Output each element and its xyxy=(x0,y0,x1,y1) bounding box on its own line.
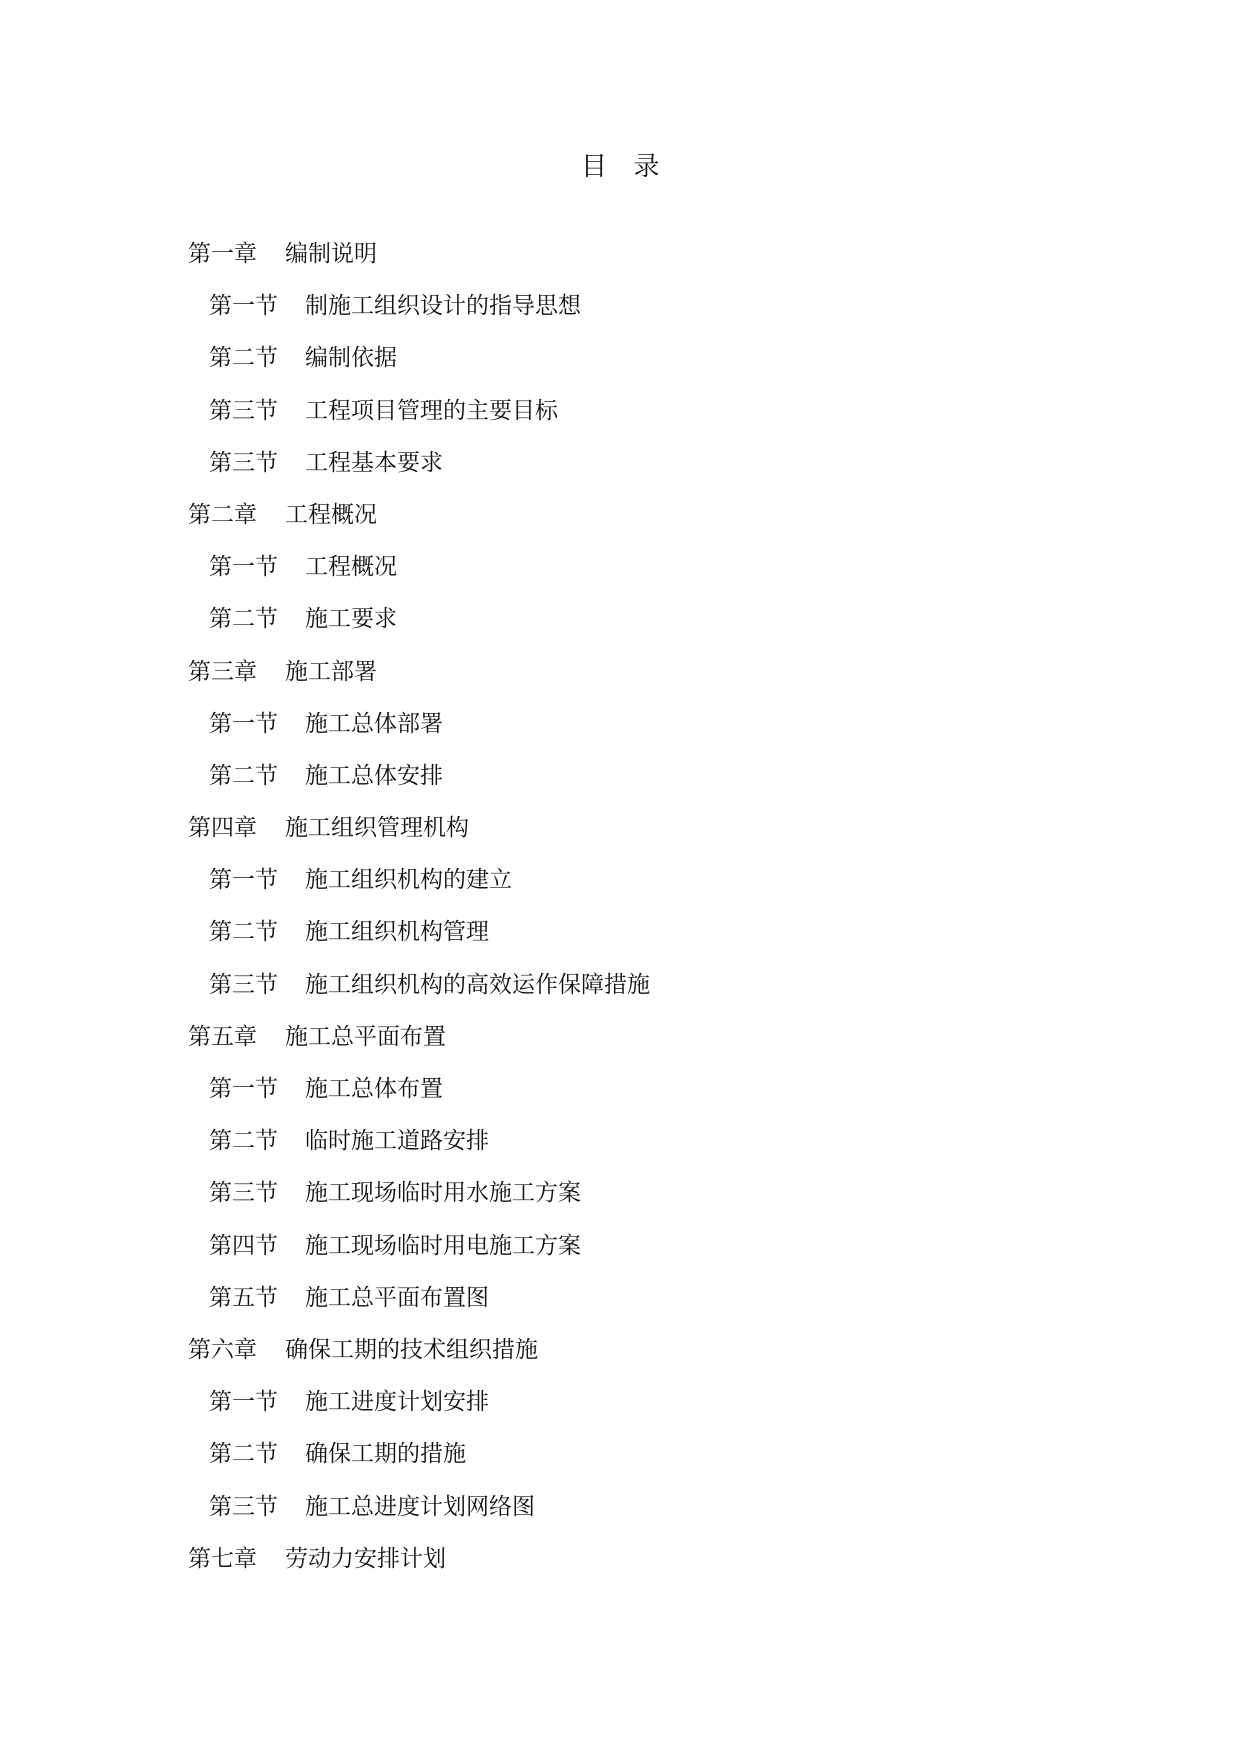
toc-section-entry[interactable] xyxy=(188,1063,650,1115)
toc-section-entry[interactable] xyxy=(188,750,650,802)
section-number: 第三节 xyxy=(209,1180,278,1207)
section-number: 第一节 xyxy=(209,293,278,320)
toc-section-entry[interactable] xyxy=(188,906,650,958)
toc-title xyxy=(0,146,1241,183)
section-title: 施工总体布置 xyxy=(305,1076,443,1102)
chapter-number: 第二章 xyxy=(188,501,257,528)
toc-section-entry[interactable] xyxy=(188,1428,650,1480)
toc-chapter-entry[interactable] xyxy=(188,802,650,854)
toc-section-entry[interactable] xyxy=(188,854,650,906)
section-number: 第二节 xyxy=(209,1128,278,1155)
toc-title-part-2: 录 xyxy=(633,152,661,182)
chapter-number: 第四章 xyxy=(188,815,257,842)
chapter-title: 施工部署 xyxy=(285,658,377,685)
section-title: 工程概况 xyxy=(305,554,397,581)
chapter-title: 确保工期的技术组织措施 xyxy=(285,1336,538,1363)
chapter-title: 编制说明 xyxy=(285,241,377,267)
toc-section-entry[interactable] xyxy=(188,1481,650,1533)
section-title: 制施工组织设计的指导思想 xyxy=(305,293,581,320)
section-number: 第二节 xyxy=(209,762,278,789)
section-title: 工程项目管理的主要目标 xyxy=(305,397,558,424)
section-title: 施工总平面布置图 xyxy=(305,1284,489,1311)
chapter-title: 劳动力安排计划 xyxy=(285,1545,446,1572)
chapter-number: 第七章 xyxy=(188,1545,257,1572)
section-title: 施工总进度计划网络图 xyxy=(305,1493,535,1520)
toc-chapter-entry[interactable] xyxy=(188,1324,650,1376)
chapter-title: 施工组织管理机构 xyxy=(285,815,469,842)
section-number: 第四节 xyxy=(209,1232,278,1259)
section-number: 第一节 xyxy=(209,1076,278,1102)
chapter-number: 第五章 xyxy=(188,1023,257,1050)
section-number: 第二节 xyxy=(209,345,278,372)
toc-section-entry[interactable] xyxy=(188,437,650,489)
section-title: 临时施工道路安排 xyxy=(305,1128,489,1155)
section-number: 第二节 xyxy=(209,919,278,946)
section-title: 施工总体安排 xyxy=(305,762,443,789)
toc-section-entry[interactable] xyxy=(188,959,650,1011)
toc-section-entry[interactable] xyxy=(188,1220,650,1272)
toc-section-entry[interactable] xyxy=(188,280,650,332)
section-number: 第三节 xyxy=(209,449,278,476)
toc-section-entry[interactable] xyxy=(188,385,650,437)
section-number: 第一节 xyxy=(209,867,278,894)
toc-section-entry[interactable] xyxy=(188,541,650,593)
section-number: 第三节 xyxy=(209,971,278,998)
chapter-title: 工程概况 xyxy=(285,501,377,528)
section-number: 第一节 xyxy=(209,710,278,737)
toc-section-entry[interactable] xyxy=(188,1376,650,1428)
toc-section-entry[interactable] xyxy=(188,698,650,750)
section-title: 确保工期的措施 xyxy=(305,1441,466,1468)
toc-chapter-entry[interactable] xyxy=(188,489,650,541)
section-title: 施工现场临时用水施工方案 xyxy=(305,1180,581,1207)
section-title: 施工组织机构的建立 xyxy=(305,867,512,894)
section-number: 第一节 xyxy=(209,554,278,581)
chapter-number: 第一章 xyxy=(188,241,257,267)
section-number: 第一节 xyxy=(209,1389,278,1416)
section-title: 编制依据 xyxy=(305,345,397,372)
chapter-number: 第六章 xyxy=(188,1336,257,1363)
section-title: 施工组织机构管理 xyxy=(305,919,489,946)
section-number: 第二节 xyxy=(209,606,278,633)
section-number: 第五节 xyxy=(209,1284,278,1311)
toc-section-entry[interactable] xyxy=(188,1115,650,1167)
toc-section-entry[interactable] xyxy=(188,593,650,645)
section-title: 施工进度计划安排 xyxy=(305,1389,489,1416)
toc-section-entry[interactable] xyxy=(188,332,650,384)
section-title: 施工现场临时用电施工方案 xyxy=(305,1232,581,1259)
table-of-contents xyxy=(188,228,650,1585)
toc-section-entry[interactable] xyxy=(188,1167,650,1219)
toc-chapter-entry[interactable] xyxy=(188,1533,650,1585)
toc-chapter-entry[interactable] xyxy=(188,1011,650,1063)
chapter-title: 施工总平面布置 xyxy=(285,1023,446,1050)
section-title: 施工要求 xyxy=(305,606,397,633)
section-number: 第二节 xyxy=(209,1441,278,1468)
toc-chapter-entry[interactable] xyxy=(188,646,650,698)
chapter-number: 第三章 xyxy=(188,658,257,685)
section-title: 施工组织机构的高效运作保障措施 xyxy=(305,971,650,998)
section-number: 第三节 xyxy=(209,1493,278,1520)
toc-chapter-entry[interactable] xyxy=(188,228,650,280)
toc-section-entry[interactable] xyxy=(188,1272,650,1324)
toc-title-part-1: 目 xyxy=(580,152,608,182)
section-number: 第三节 xyxy=(209,397,278,424)
section-title: 施工总体部署 xyxy=(305,710,443,737)
section-title: 工程基本要求 xyxy=(305,449,443,476)
